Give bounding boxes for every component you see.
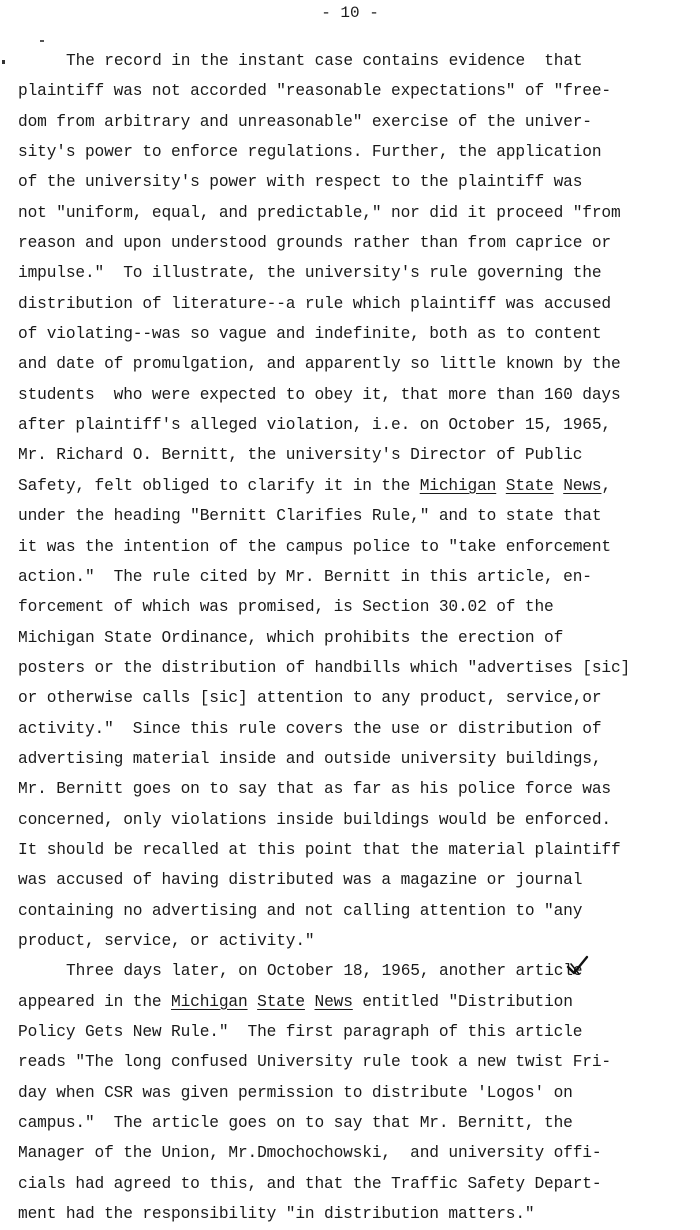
text-line: not "uniform, equal, and predictable," nor did it proceed "from	[18, 203, 621, 222]
text-line: concerned, only violations inside buildings would be enforced.	[18, 810, 611, 829]
text-line: sity's power to enforce regulations. Further, the application	[18, 143, 602, 162]
text-line: posters or the distribution of handbills which "advertises [sic]	[18, 658, 631, 677]
text-line: of violating--was so vague and indefinite, both as to content	[18, 325, 602, 344]
text-segment: appeared in the	[18, 992, 172, 1011]
text-line: of the university's power with respect to the plaintiff was	[18, 173, 583, 192]
text-line: Policy Gets New Rule." The first paragraph of this article	[18, 1023, 583, 1041]
text-line: under the heading "Bernitt Clarifies Rule," and to state that	[18, 507, 602, 526]
text-line: after plaintiff's alleged violation, i.e. on October 15, 1965,	[18, 416, 611, 435]
text-line: campus." The article goes on to say that Mr. Bernitt, the	[18, 1114, 573, 1133]
text-line: advertising material inside and outside university buildings,	[18, 749, 602, 768]
body-text	[18, 46, 700, 1229]
text-line: It should be recalled at this point that the material plaintiff	[18, 840, 621, 859]
text-line: or otherwise calls [sic] attention to any product, service,or	[18, 689, 602, 708]
handwritten-correction-mark	[566, 955, 590, 977]
text-line: ment had the responsibility "in distribution matters."	[18, 1205, 535, 1224]
text-segment: Three days later, on October 18, 1965, another a	[66, 962, 526, 981]
text-line	[18, 987, 700, 1017]
newspaper-title-word: Michigan	[171, 992, 248, 1011]
text-line: students who were expected to obey it, that more than 160 days	[18, 385, 621, 404]
newspaper-title-word: News	[314, 992, 353, 1011]
text-line: Mr. Richard O. Bernitt, the university's Director of Public	[18, 446, 583, 465]
text-line: dom from arbitrary and unreasonable" exercise of the univer-	[18, 112, 592, 131]
text-segment: ,	[601, 476, 612, 495]
text-line: cials had agreed to this, and that the Traffic Safety Depart-	[18, 1174, 602, 1193]
stray-mark	[40, 40, 44, 42]
text-line: day when CSR was given permission to distribute 'Logos' on	[18, 1083, 573, 1102]
text-segment: ticle	[534, 962, 583, 981]
newspaper-title-word: State	[257, 992, 305, 1011]
text-line: plaintiff was not accorded "reasonable expectations" of "free-	[18, 82, 611, 101]
text-line: Michigan State Ordinance, which prohibits the erection of	[18, 628, 564, 647]
stray-dot	[2, 60, 5, 64]
text-line: forcement of which was promised, is Section 30.02 of the	[18, 598, 554, 617]
text-line	[18, 956, 700, 986]
text-line: containing no advertising and not calling attention to "any	[18, 901, 583, 920]
text-line: and date of promulgation, and apparently so little known by the	[18, 355, 621, 374]
text-line: action." The rule cited by Mr. Bernitt in this article, en-	[18, 567, 592, 586]
newspaper-title-word: State	[505, 476, 554, 495]
struck-letter: r	[525, 962, 535, 981]
page-number: - 10 -	[321, 4, 379, 22]
text-line: it was the intention of the campus police to "take enforcement	[18, 537, 611, 556]
text-line	[18, 471, 700, 501]
text-line: activity." Since this rule covers the use or distribution of	[18, 719, 602, 738]
text-line: Manager of the Union, Mr.Dmochochowski, and university offi-	[18, 1144, 602, 1163]
newspaper-title-word: Michigan	[419, 476, 497, 495]
text-line: product, service, or activity."	[18, 931, 315, 950]
text-line: impulse." To illustrate, the university's rule governing the	[18, 264, 602, 283]
text-segment: Safety, felt obliged to clarify it in the	[18, 476, 420, 495]
text-line: reads "The long confused University rule took a new twist Fri-	[18, 1053, 611, 1072]
text-line: was accused of having distributed was a magazine or journal	[18, 871, 583, 890]
text-line: Mr. Bernitt goes on to say that as far as his police force was	[18, 780, 611, 799]
text-line: reason and upon understood grounds rather than from caprice or	[18, 234, 611, 253]
text-line: The record in the instant case contains evidence that	[66, 52, 583, 70]
newspaper-title-word: News	[563, 476, 602, 495]
text-line: distribution of literature--a rule which plaintiff was accused	[18, 294, 611, 313]
text-segment: entitled "Distribution	[352, 992, 573, 1011]
